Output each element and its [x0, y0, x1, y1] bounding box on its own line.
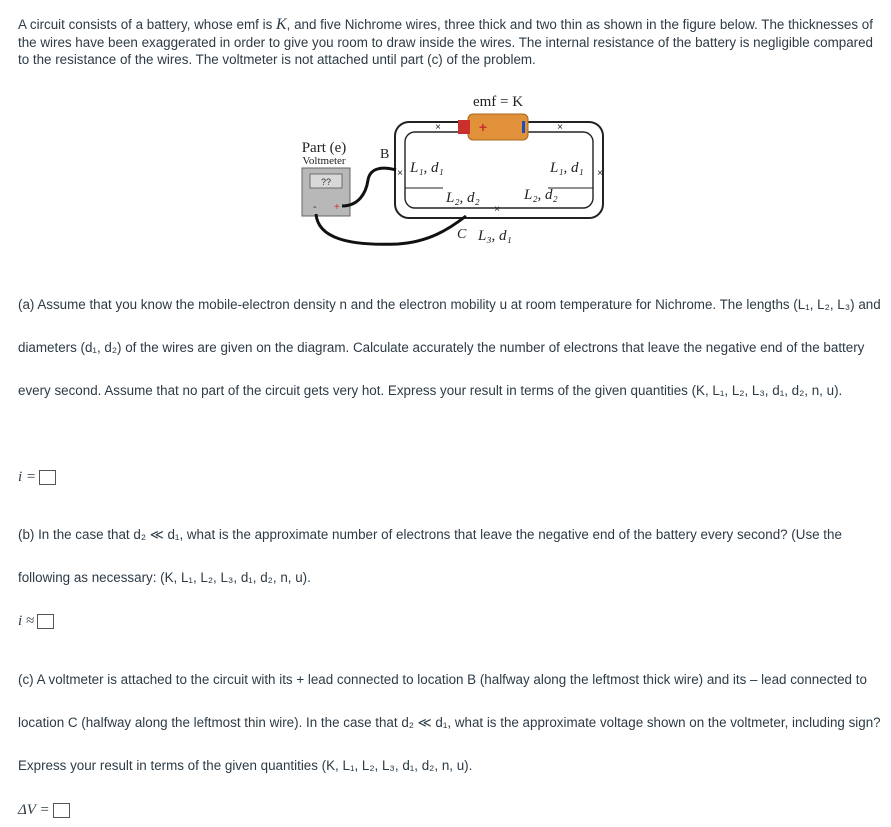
- part-b-answer-input[interactable]: [37, 614, 54, 629]
- battery-minus-mark: [522, 121, 525, 133]
- mark-top-right: ×: [557, 122, 563, 133]
- part-b-text: (b) In the case that d₂ ≪ d₁, what is the approximate number of electrons that leave the negative end of the battery every second? (Use the following as necessary: (K, L₁, L₂, L₃, d₁, d₂, n, u).: [18, 527, 842, 585]
- battery: [458, 114, 528, 140]
- part-a-text: (a) Assume that you know the mobile-electron density n and the electron mobility u at room temperature for Nichrome. The lengths (L₁, L₂, L₃) and diameters (d₁, d₂) of the wires are given on the diagram. Calculate accurately the number of electrons that leave the negative end of the battery every second. Assume that no part of the circuit gets very hot. Express your result in terms of the given quantities (K, L₁, L₂, L₃, d₁, d₂, n, u).: [18, 297, 881, 398]
- problem-intro: [18, 16, 880, 69]
- intro-text-2: , and five Nichrome wires, three thick and two thin as shown in the figure below. The thicknesses of the wires have been exaggerated in order to give you room to draw inside the wires. The internal resistance of the battery is negligible compared to the resistance of the wires. The voltmeter is not attached until part (c) of the problem.: [18, 17, 873, 67]
- label-right-thin: L₂, d₂: [524, 187, 558, 203]
- part-b-answer-label: i ≈: [18, 613, 35, 629]
- battery-terminal: [458, 120, 470, 134]
- mark-right: ×: [597, 168, 603, 179]
- part-e-label: Part (e): [301, 140, 347, 156]
- label-bottom: L₃, d₁: [478, 228, 512, 244]
- part-a-answer-input[interactable]: [39, 470, 56, 485]
- circuit-figure: [288, 88, 603, 258]
- point-c-label: C: [457, 227, 467, 242]
- label-left-thin: L₂, d₂: [446, 190, 480, 206]
- emf-symbol: K: [276, 16, 287, 33]
- voltmeter-plus: +: [334, 202, 340, 213]
- label-left-thick: L₁, d₁: [410, 160, 444, 176]
- part-b-answer: [18, 613, 54, 630]
- mark-left: ×: [397, 168, 403, 179]
- battery-plus: +: [478, 119, 488, 135]
- part-a-answer: [18, 469, 56, 486]
- part-c-answer: [18, 802, 70, 819]
- label-right-thick: L₁, d₁: [550, 160, 584, 176]
- circuit-diagram: [288, 88, 603, 258]
- mark-top-left: ×: [435, 122, 441, 133]
- mark-bottom: ×: [494, 204, 500, 215]
- intro-text-1: A circuit consists of a battery, whose emf is: [18, 17, 276, 32]
- part-c-answer-label: ΔV =: [18, 802, 50, 818]
- part-a-answer-label: i =: [18, 469, 37, 485]
- emf-label: emf = K: [472, 94, 524, 110]
- part-c-answer-input[interactable]: [53, 803, 70, 818]
- part-c-text: (c) A voltmeter is attached to the circuit with its + lead connected to location B (halfway along the leftmost thick wire) and its – lead connected to location C (halfway along the leftmost thin wire). In the case that d₂ ≪ d₁, what is the approximate voltage shown on the voltmeter, including sign? Express your result in terms of the given quantities (K, L₁, L₂, L₃, d₁, d₂, n, u).: [18, 672, 881, 773]
- voltmeter-display: ??: [320, 177, 332, 187]
- voltmeter-label: Voltmeter: [302, 155, 346, 167]
- voltmeter-minus: -: [313, 201, 317, 213]
- point-b-label: B: [380, 147, 390, 162]
- battery-body: [468, 114, 528, 140]
